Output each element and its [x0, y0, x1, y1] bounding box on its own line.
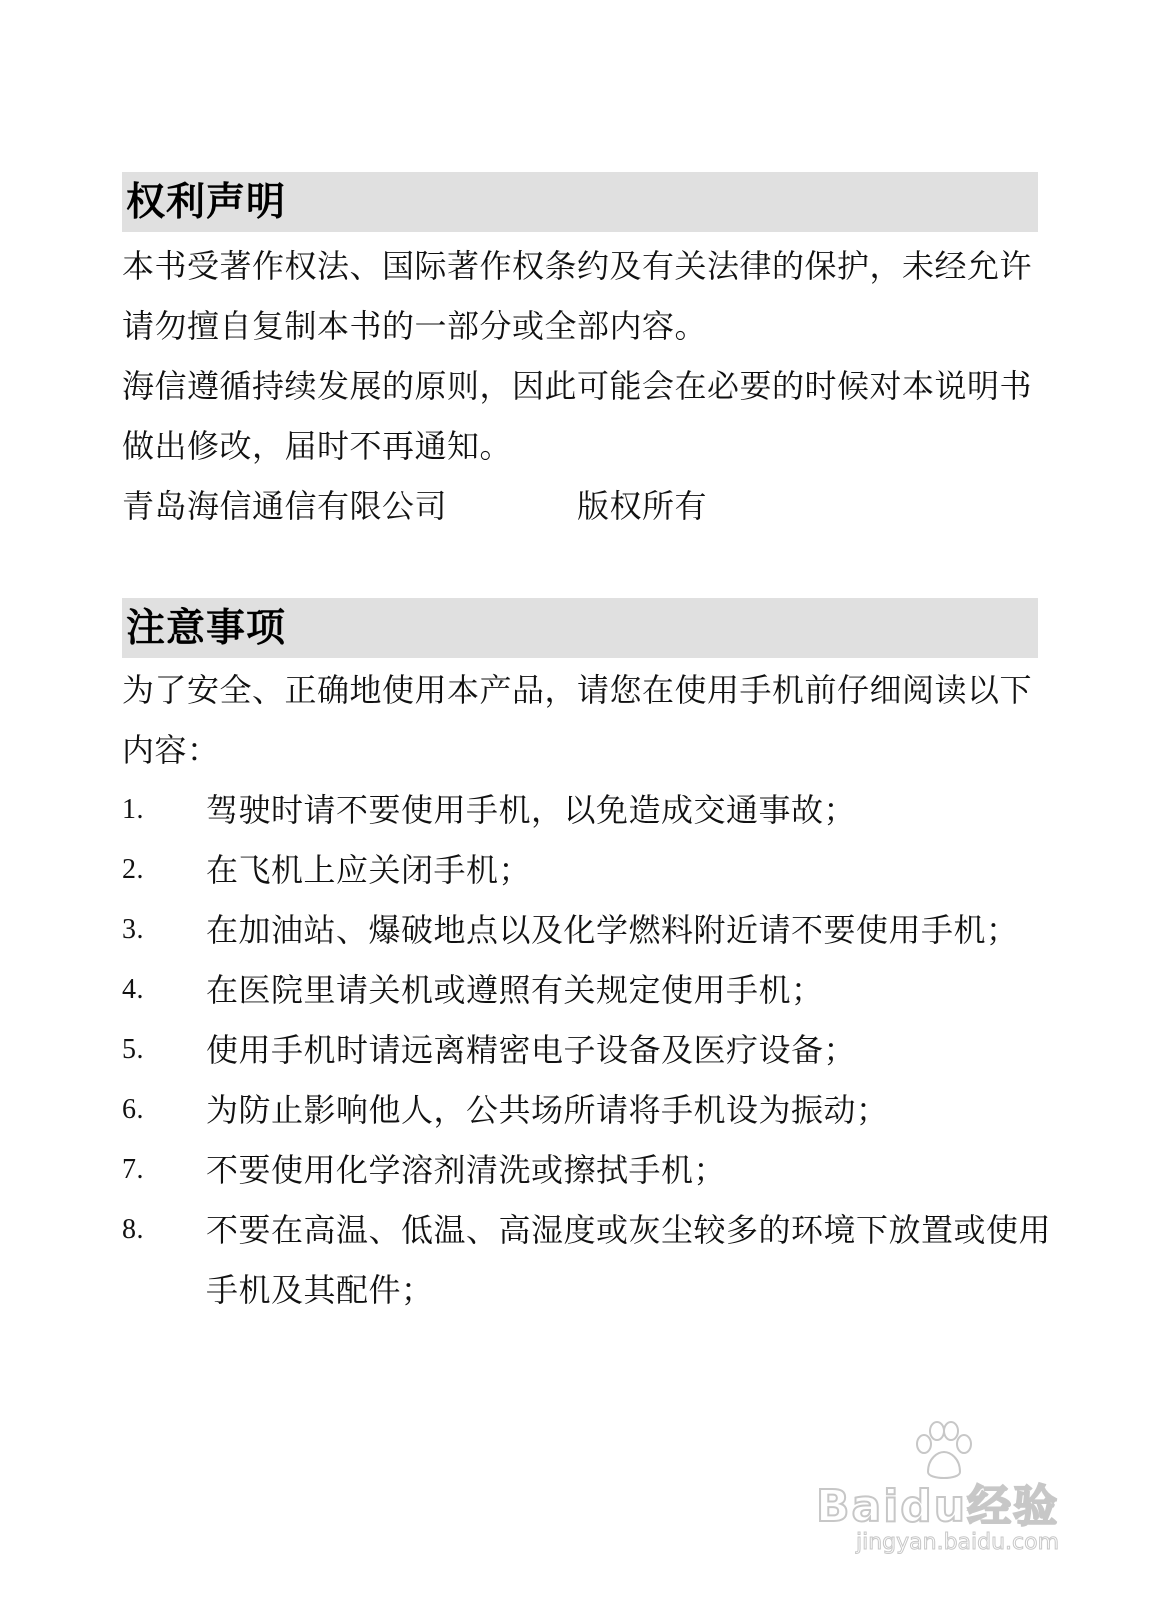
rights-reserved: 版权所有 — [577, 487, 708, 525]
list-item-text: 为防止影响他人，公共场所请将手机设为振动； — [206, 1091, 889, 1129]
rights-paragraph-1: 本书受著作权法、国际著作权条约及有关法律的保护，未经允许请勿擅自复制本书的一部分或全部内容。 — [122, 247, 1033, 345]
list-item-number: 5. — [122, 1034, 144, 1065]
list-item — [122, 1080, 1052, 1140]
list-item-text: 在医院里请关机或遵照有关规定使用手机； — [206, 971, 824, 1009]
list-item — [122, 1020, 1052, 1080]
list-item-number: 4. — [122, 974, 144, 1005]
watermark-url: jingyan.baidu.com — [856, 1530, 1060, 1555]
list-item — [122, 1140, 1052, 1200]
list-item-text: 不要在高温、低温、高湿度或灰尘较多的环境下放置或使用手机及其配件； — [206, 1211, 1052, 1309]
list-item-number: 6. — [122, 1094, 144, 1125]
list-item-text: 使用手机时请远离精密电子设备及医疗设备； — [206, 1031, 857, 1069]
list-item-number: 3. — [122, 914, 144, 945]
list-item — [122, 960, 1052, 1020]
list-item-number: 7. — [122, 1154, 144, 1185]
list-item-text: 在飞机上应关闭手机； — [206, 851, 532, 889]
list-item-text: 不要使用化学溶剂清洗或擦拭手机； — [206, 1151, 727, 1189]
list-item-number: 8. — [122, 1214, 144, 1245]
watermark-brand: Baidu经验 — [816, 1481, 1060, 1532]
rights-heading: 权利声明 — [126, 180, 287, 225]
notice-heading: 注意事项 — [126, 606, 287, 651]
list-item — [122, 780, 1052, 840]
rights-section-header — [122, 172, 1038, 232]
list-item-text: 驾驶时请不要使用手机，以免造成交通事故； — [206, 791, 857, 829]
company-name: 青岛海信通信有限公司 — [122, 487, 448, 525]
list-item-text: 在加油站、爆破地点以及化学燃料附近请不要使用手机； — [206, 911, 1019, 949]
list-item — [122, 900, 1052, 960]
notice-intro: 为了安全、正确地使用本产品，请您在使用手机前仔细阅读以下内容： — [122, 671, 1033, 769]
copyright-line — [122, 476, 1052, 536]
baidu-watermark — [816, 1418, 1076, 1568]
rights-paragraph-2: 海信遵循持续发展的原则，因此可能会在必要的时候对本说明书做出修改，届时不再通知。 — [122, 367, 1033, 465]
notice-section-header — [122, 598, 1038, 658]
list-item — [122, 1200, 1052, 1320]
list-item — [122, 840, 1052, 900]
notice-list — [122, 780, 1052, 1320]
list-item-number: 2. — [122, 854, 144, 885]
list-item-number: 1. — [122, 794, 144, 825]
